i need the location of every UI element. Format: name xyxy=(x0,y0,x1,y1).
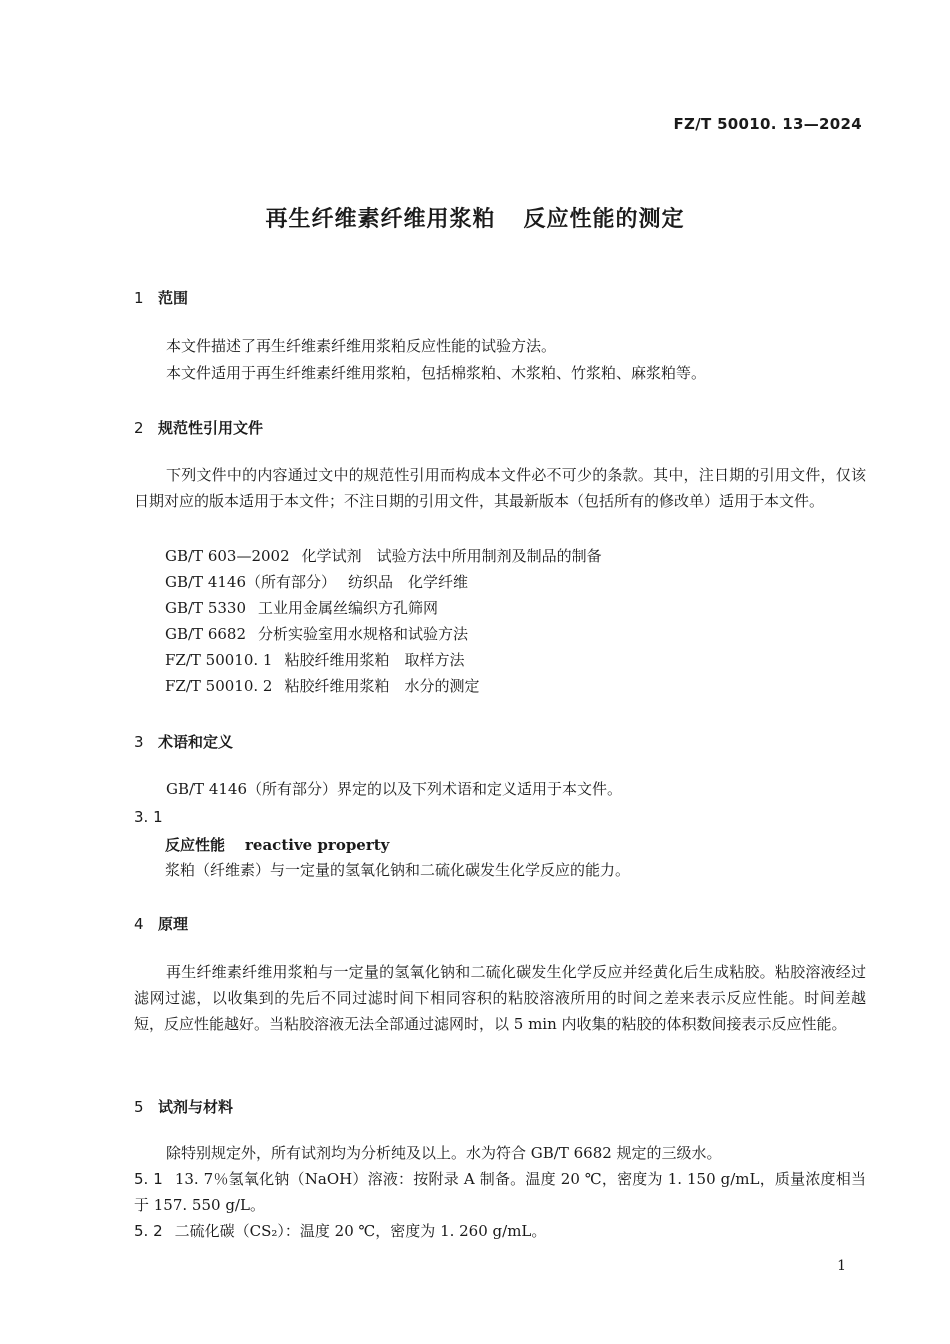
standard-number: FZ/T 50010. 13—2024 xyxy=(673,115,862,133)
clause-5-2: 5. 2 二硫化碳（CS₂）：温度 20 ℃，密度为 1. 260 g/mL。 xyxy=(134,1222,547,1240)
title-part-2: 反应性能的测定 xyxy=(523,207,685,232)
section-2-heading: 2 规范性引用文件 xyxy=(134,419,264,437)
section-3-intro: GB/T 4146（所有部分）界定的以及下列术语和定义适用于本文件。 xyxy=(166,780,623,798)
section-1-heading: 1 范围 xyxy=(134,289,189,307)
section-1-para-1: 本文件描述了再生纤维素纤维用浆粕反应性能的试验方法。 xyxy=(166,337,557,355)
reference-item: GB/T 5330 工业用金属丝编织方孔筛网 xyxy=(165,599,439,617)
reference-item: GB/T 4146（所有部分） 纺织品 化学纤维 xyxy=(165,573,469,591)
clause-5-1: 5. 1 13. 7％氢氧化钠（NaOH）溶液：按附录 A 制备。温度 20 ℃，密度为 1. 150 g/mL，质量浓度相当于 157. 550 g/L。 xyxy=(134,1170,866,1214)
reference-item: GB/T 6682 分析实验室用水规格和试验方法 xyxy=(165,625,469,643)
section-5-intro: 除特别规定外，所有试剂均为分析纯及以上。水为符合 GB/T 6682 规定的三级水。 xyxy=(166,1144,722,1162)
clause-3-1-number: 3. 1 xyxy=(134,808,163,826)
term-definition: 浆粕（纤维素）与一定量的氢氧化钠和二硫化碳发生化学反应的能力。 xyxy=(165,861,631,879)
title-part-1: 再生纤维素纤维用浆粕 xyxy=(265,207,496,232)
term-english: reactive property xyxy=(245,836,390,854)
reference-item: FZ/T 50010. 2 粘胶纤维用浆粕 水分的测定 xyxy=(165,677,480,695)
section-4-para: 再生纤维素纤维用浆粕与一定量的氢氧化钠和二硫化碳发生化学反应并经黄化后生成粘胶。粘胶溶液经过滤网过滤，以收集到的先后不同过滤时间下相同容积的粘胶溶液所用的时间之差来表示反应性能。时间差越短，反应性能越好。当粘胶溶液无法全部通过滤网时，以 5 min 内收集的粘胶的体积数间接表示反应性能。 xyxy=(134,963,866,1033)
section-2-intro: 下列文件中的内容通过文中的规范性引用而构成本文件必不可少的条款。其中，注日期的引用文件，仅该日期对应的版本适用于本文件；不注日期的引用文件，其最新版本（包括所有的修改单）适用于本文件。 xyxy=(134,466,866,510)
reference-item: GB/T 603—2002 化学试剂 试验方法中所用制剂及制品的制备 xyxy=(165,547,602,565)
term-chinese: 反应性能 xyxy=(165,836,226,854)
section-3-heading: 3 术语和定义 xyxy=(134,733,234,751)
section-5-heading: 5 试剂与材料 xyxy=(134,1098,234,1116)
section-1-para-2: 本文件适用于再生纤维素纤维用浆粕，包括棉浆粕、木浆粕、竹浆粕、麻浆粕等。 xyxy=(166,364,707,382)
document-title xyxy=(0,202,950,233)
reference-item: FZ/T 50010. 1 粘胶纤维用浆粕 取样方法 xyxy=(165,651,465,669)
page-number: 1 xyxy=(837,1258,846,1274)
section-4-heading: 4 原理 xyxy=(134,915,189,933)
term-entry xyxy=(165,834,389,855)
